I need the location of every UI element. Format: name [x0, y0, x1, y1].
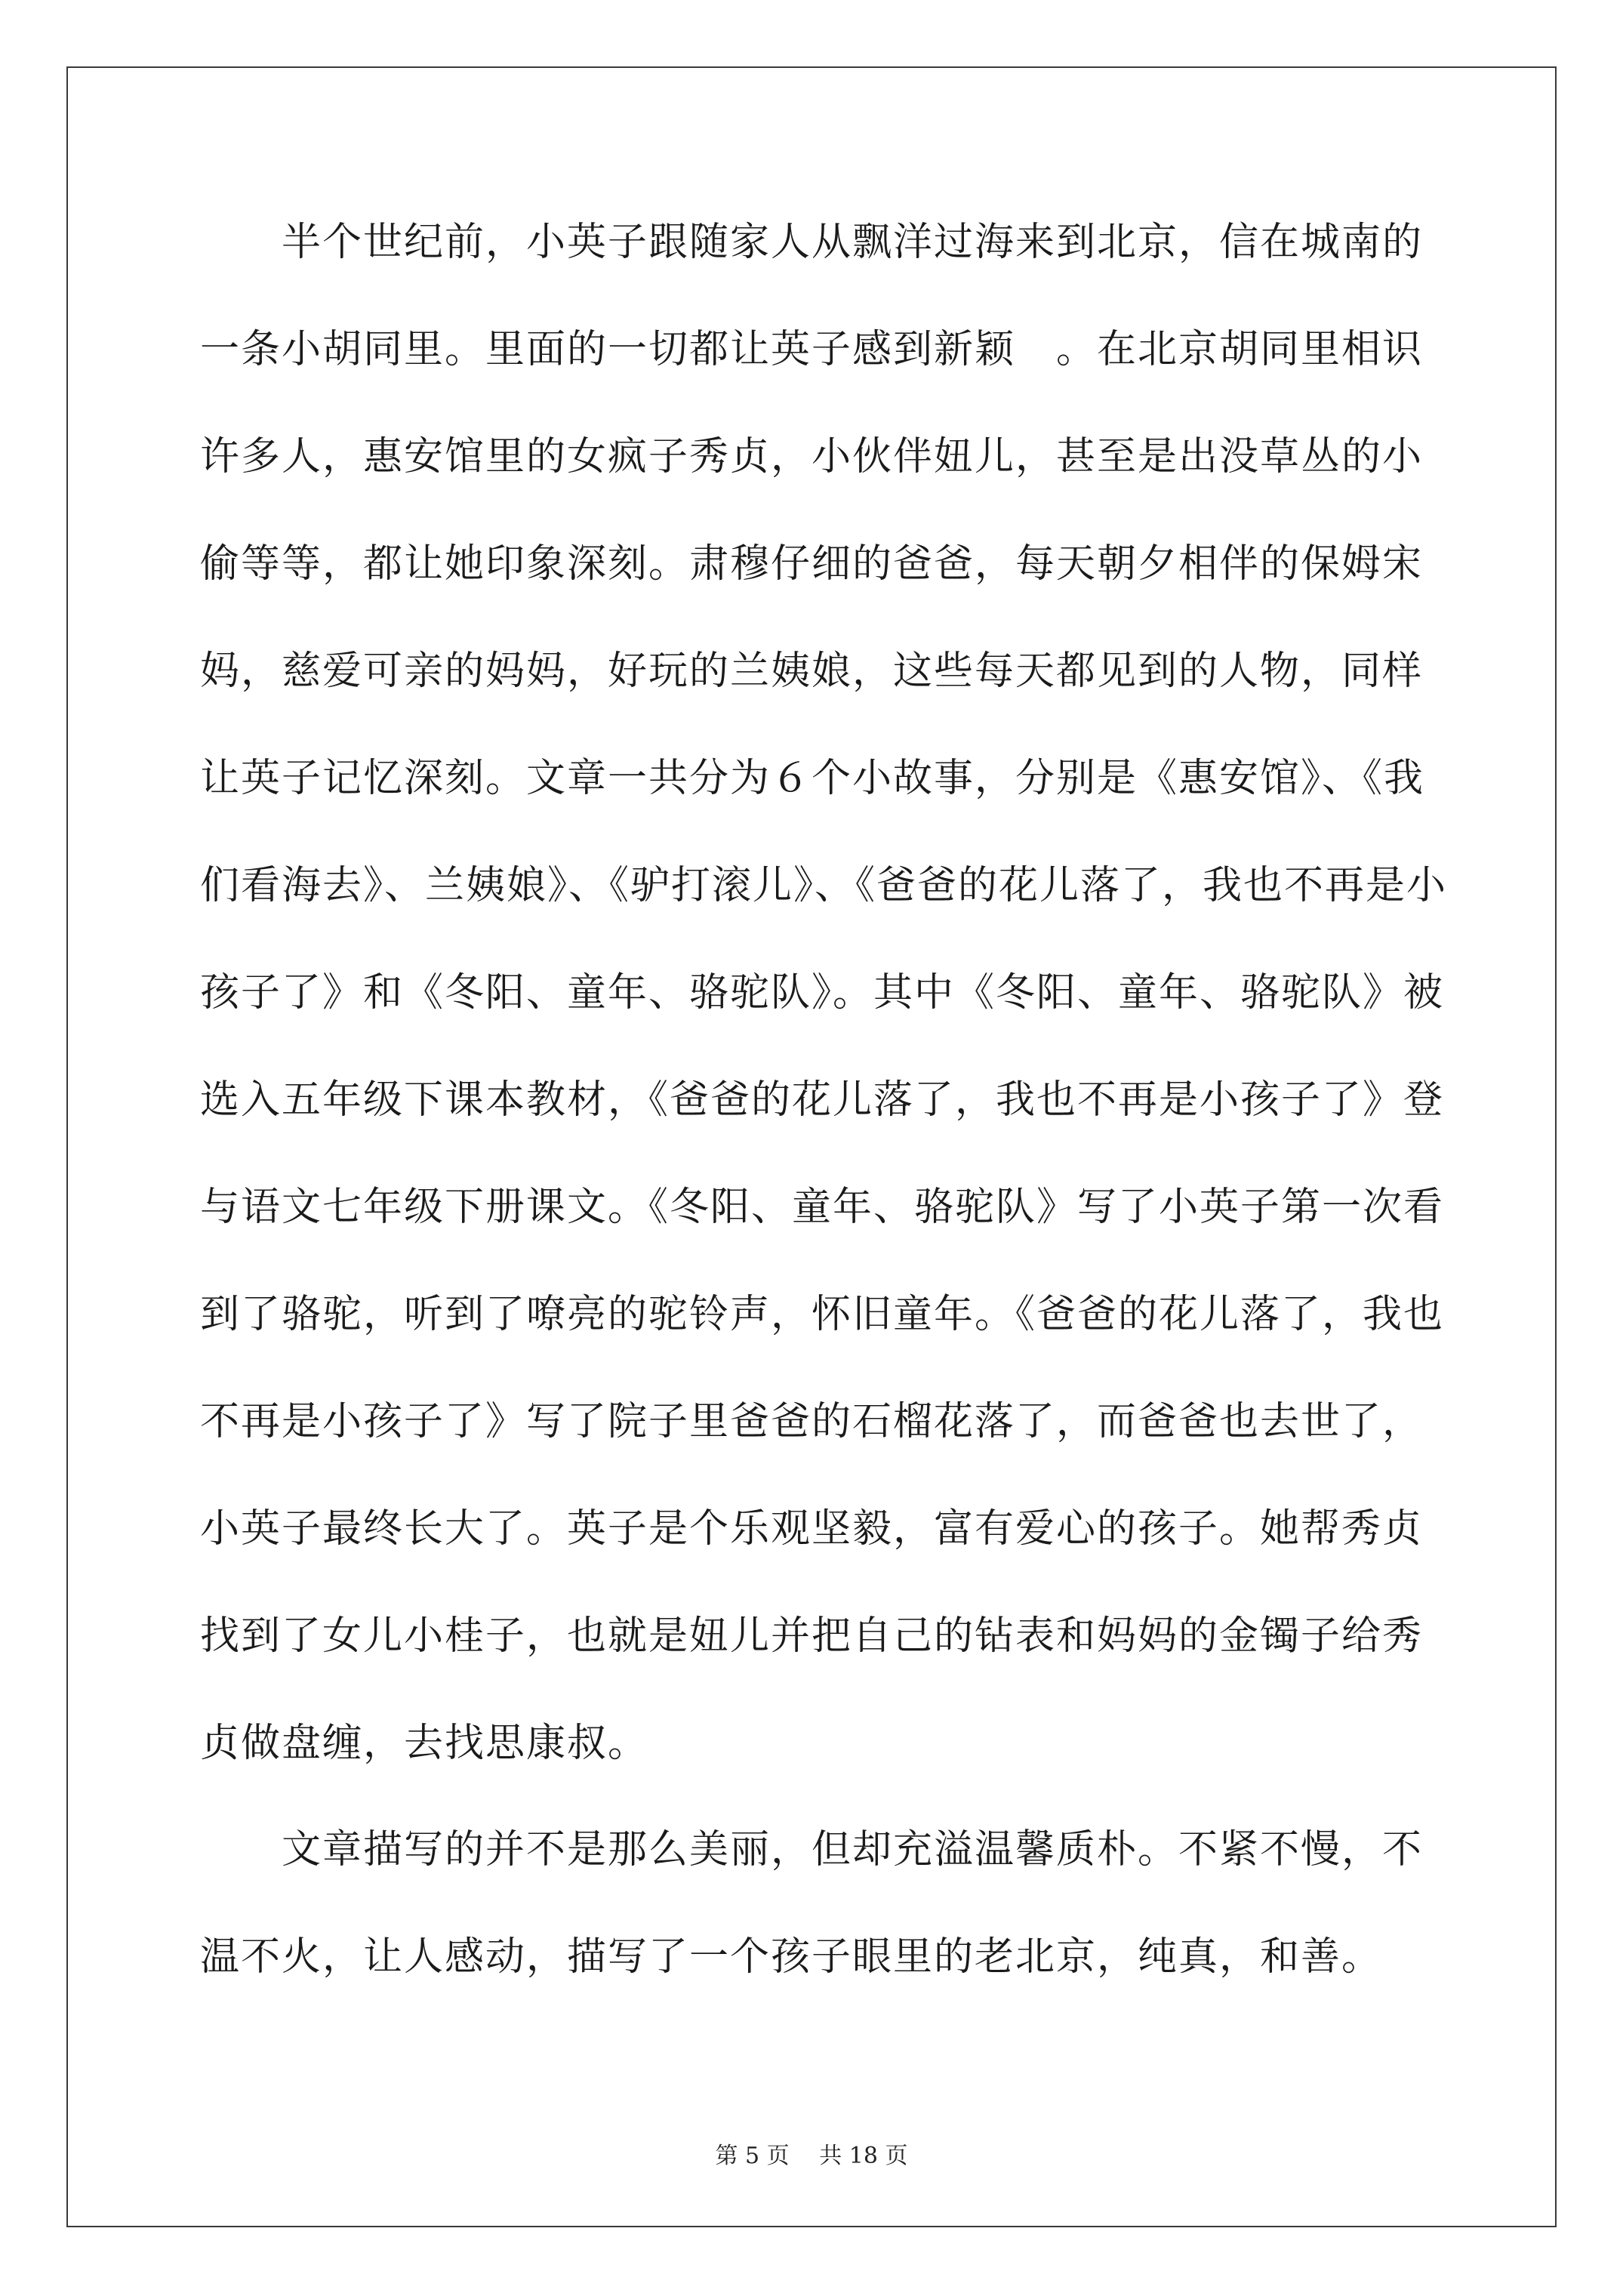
text-line: 不再是小孩子了》写了院子里爸爸的石榴花落了，而爸爸也去世了，: [200, 1399, 1424, 1444]
text-line: 让英子记忆深刻。文章一共分为６个小故事，分别是《惠安馆》、《我: [200, 756, 1425, 801]
text-line: 许多人，惠安馆里的女疯子秀贞，小伙伴妞儿，甚至是出没草丛的小: [200, 434, 1424, 479]
text-line: 贞做盘缠，去找思康叔。: [200, 1721, 649, 1766]
paragraph-2: [200, 1820, 1427, 2034]
text-line: 们看海去》、兰姨娘》、《驴打滚儿》、《爸爸的花儿落了，我也不再是小: [200, 863, 1448, 908]
paragraph-1: [200, 212, 1448, 1820]
text-line: 一条小胡同里。里面的一切都让英子感到新颖 。在北京胡同里相识: [200, 327, 1424, 372]
text-line: 与语文七年级下册课文。《冬阳、童年、骆驼队》写了小英子第一次看: [200, 1185, 1445, 1230]
page-footer: 第 5 页 共 18 页: [715, 2143, 908, 2169]
text-line: 半个世纪前，小英子跟随家人从飘洋过海来到北京，信在城南的: [200, 220, 1424, 265]
text-line: 文章描写的并不是那么美丽，但却充溢温馨质朴。不紧不慢，不: [200, 1827, 1424, 1872]
text-line: 选入五年级下课本教材，《爸爸的花儿落了，我也不再是小孩子了》登: [200, 1077, 1445, 1123]
text-line: 找到了女儿小桂子，也就是妞儿并把自己的钻表和妈妈的金镯子给秀: [200, 1613, 1424, 1659]
text-line: 孩子了》和《冬阳、童年、骆驼队》。其中《冬阳、童年、骆驼队》被: [200, 970, 1445, 1015]
text-line: 偷等等，都让她印象深刻。肃穆仔细的爸爸，每天朝夕相伴的保姆宋: [200, 541, 1424, 587]
text-line: 温不火，让人感动，描写了一个孩子眼里的老北京，纯真，和善。: [200, 1934, 1383, 1980]
text-line: 到了骆驼，听到了嘹亮的驼铃声，怀旧童年。《爸爸的花儿落了，我也: [200, 1292, 1445, 1337]
text-line: 小英子最终长大了。英子是个乐观坚毅，富有爱心的孩子。她帮秀贞: [200, 1506, 1424, 1552]
text-line: 妈，慈爱可亲的妈妈，好玩的兰姨娘，这些每天都见到的人物，同样: [200, 649, 1424, 694]
